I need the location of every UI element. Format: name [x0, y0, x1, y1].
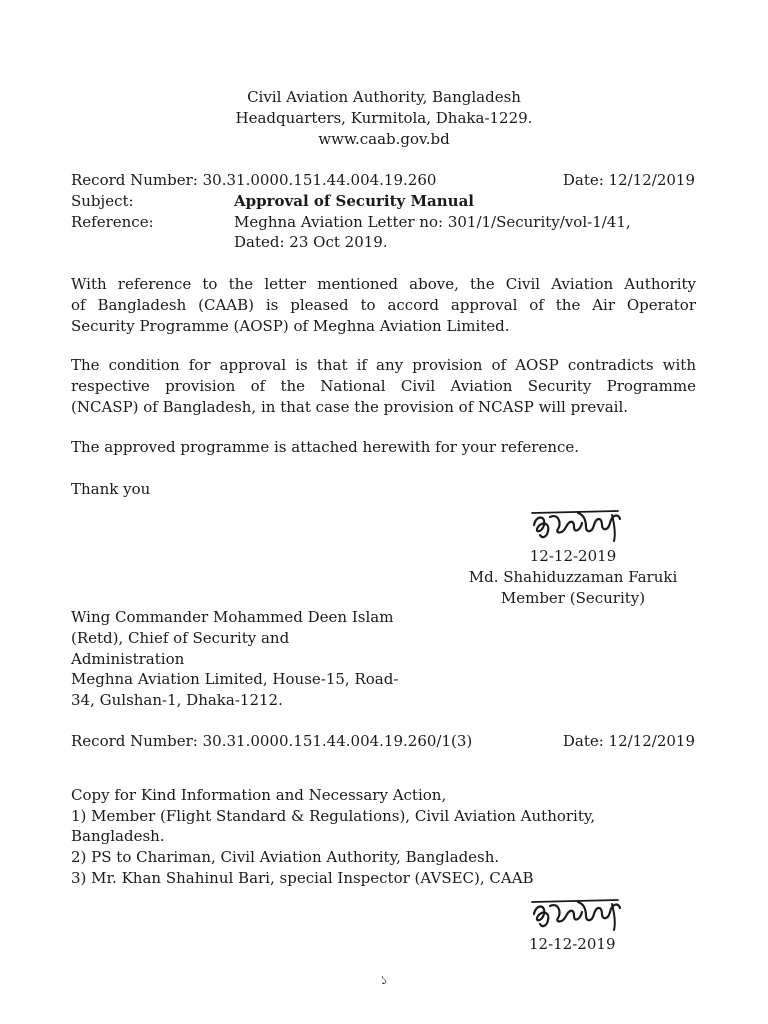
recipient-line: Administration — [71, 650, 185, 668]
signatory-name: Md. Shahiduzzaman Faruki — [468, 568, 678, 586]
signatory-title: Member (Security) — [500, 589, 646, 607]
subject-label: Subject: — [71, 192, 134, 210]
recipient-line: Meghna Aviation Limited, House-15, Road- — [71, 670, 399, 688]
page-number: ১ — [380, 973, 388, 987]
copy-item: Bangladesh. — [71, 827, 165, 845]
closing-text: Thank you — [71, 480, 151, 498]
recipient-line: Wing Commander Mohammed Deen Islam — [71, 608, 394, 626]
signature-date-2: 12-12-2019 — [529, 935, 616, 953]
paragraph-line: Security Programme (AOSP) of Meghna Aviation Limited. — [71, 317, 510, 335]
org-name: Civil Aviation Authority, Bangladesh — [247, 88, 521, 106]
body-paragraph-3: The approved programme is attached herewith for your reference. — [71, 438, 580, 456]
recipient-line: (Retd), Chief of Security and — [71, 629, 290, 647]
copy-item: 2) PS to Chariman, Civil Aviation Authority, Bangladesh. — [71, 848, 500, 866]
signature-image — [528, 505, 624, 545]
body-paragraph-1 — [71, 274, 696, 337]
paragraph-line: respective provision of the National Civil Aviation Security Programme — [71, 377, 696, 395]
org-address: Headquarters, Kurmitola, Dhaka-1229. — [235, 109, 533, 127]
reference-value-line1: Meghna Aviation Letter no: 301/1/Security/vol-1/41, — [234, 213, 631, 231]
copy-heading: Copy for Kind Information and Necessary Action, — [71, 786, 447, 804]
signature-date: 12-12-2019 — [529, 547, 617, 565]
body-paragraph-2 — [71, 355, 696, 418]
copy-item: 3) Mr. Khan Shahinul Bari, special Inspector (AVSEC), CAAB — [71, 869, 534, 887]
record-number: Record Number: 30.31.0000.151.44.004.19.260 — [71, 171, 437, 189]
recipient-line: 34, Gulshan-1, Dhaka-1212. — [71, 691, 283, 709]
paragraph-line: With reference to the letter mentioned above, the Civil Aviation Authority — [71, 275, 696, 293]
signature-image-2 — [528, 894, 624, 934]
paragraph-line: of Bangladesh (CAAB) is pleased to accord approval of the Air Operator — [71, 296, 696, 314]
subject-value: Approval of Security Manual — [234, 192, 474, 210]
paragraph-line: (NCASP) of Bangladesh, in that case the provision of NCASP will prevail. — [71, 398, 629, 416]
copy-date: Date: 12/12/2019 — [562, 732, 695, 750]
copy-record-number: Record Number: 30.31.0000.151.44.004.19.260/1(3) — [71, 732, 473, 750]
paragraph-line: The condition for approval is that if any provision of AOSP contradicts with — [71, 356, 696, 374]
copy-item: 1) Member (Flight Standard & Regulations), Civil Aviation Authority, — [71, 807, 596, 825]
letter-date: Date: 12/12/2019 — [562, 171, 695, 189]
reference-value-line2: Dated: 23 Oct 2019. — [234, 233, 388, 251]
org-website: www.caab.gov.bd — [318, 130, 450, 148]
reference-label: Reference: — [71, 213, 154, 231]
